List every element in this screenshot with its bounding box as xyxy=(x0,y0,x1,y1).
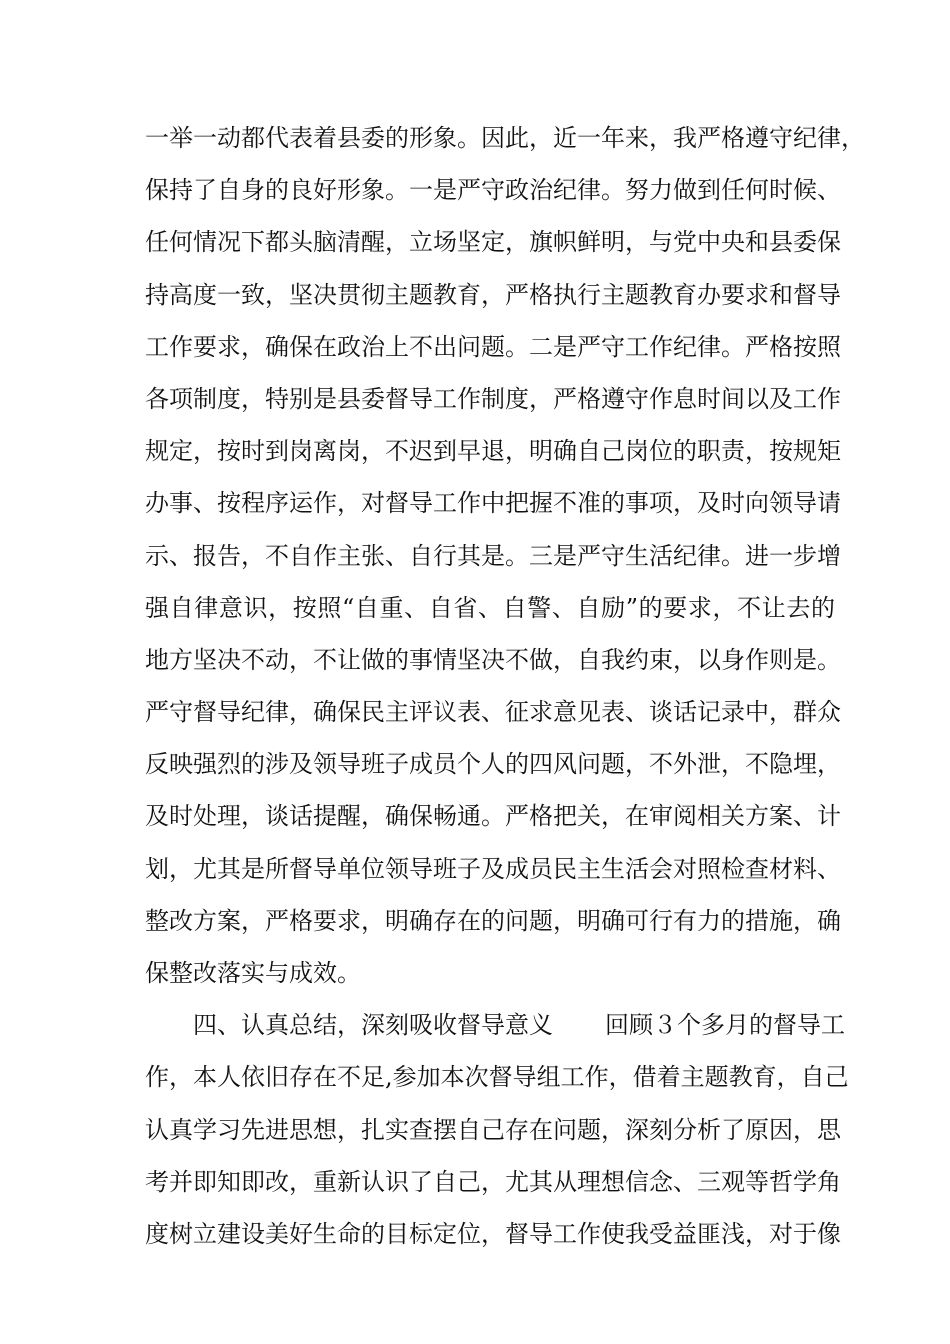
text-line: 认真学习先进思想，扎实查摆自己存在问题，深刻分析了原因，思 xyxy=(145,1115,841,1144)
text-line: 反映强烈的涉及领导班子成员个人的四风问题，不外泄，不隐埋， xyxy=(145,750,841,779)
text-line: 强自律意识，按照“自重、自省、自警、自励”的要求，不让去的 xyxy=(145,593,835,622)
section-first-line-text: 回顾３个多月的督导工 xyxy=(605,1011,845,1040)
text-line: 作，本人依旧存在不足,参加本次督导组工作，借着主题教育，自己 xyxy=(145,1063,849,1092)
text-line: 整改方案，严格要求，明确存在的问题，明确可行有力的措施，确 xyxy=(145,906,841,935)
text-line: 一举一动都代表着县委的形象。因此，近一年来，我严格遵守纪律， xyxy=(145,124,865,152)
text-line: 及时处理，谈话提醒，确保畅通。严格把关，在审阅相关方案、计 xyxy=(145,802,841,831)
text-line: 划，尤其是所督导单位领导班子及成员民主生活会对照检查材料、 xyxy=(145,854,841,883)
text-line: 规定，按时到岗离岗，不迟到早退，明确自己岗位的职责，按规矩 xyxy=(145,437,841,466)
text-line: 任何情况下都头脑清醒，立场坚定，旗帜鲜明，与党中央和县委保 xyxy=(145,228,841,257)
section-heading: 四、认真总结，深刻吸收督导意义 xyxy=(193,1011,553,1040)
text-line: 保持了自身的良好形象。一是严守政治纪律。努力做到任何时候、 xyxy=(145,176,841,205)
section-heading-line xyxy=(145,999,845,1051)
text-line: 保整改落实与成效。 xyxy=(145,959,361,987)
text-line: 各项制度，特别是县委督导工作制度，严格遵守作息时间以及工作 xyxy=(145,384,841,413)
paragraph-summary xyxy=(145,999,849,1260)
paragraph-discipline xyxy=(145,112,865,999)
text-line: 办事、按程序运作，对督导工作中把握不准的事项，及时向领导请 xyxy=(145,489,841,518)
text-line: 度树立建设美好生命的目标定位，督导工作使我受益匪浅，对于像 xyxy=(145,1219,841,1248)
document-body xyxy=(145,112,865,1260)
text-line: 考并即知即改，重新认识了自己，尤其从理想信念、三观等哲学角 xyxy=(145,1167,841,1196)
text-line: 严守督导纪律，确保民主评议表、征求意见表、谈话记录中，群众 xyxy=(145,698,841,727)
text-line: 持高度一致，坚决贯彻主题教育，严格执行主题教育办要求和督导 xyxy=(145,280,841,309)
text-line: 地方坚决不动，不让做的事情坚决不做，自我约束，以身作则是。 xyxy=(145,645,841,674)
text-line: 示、报告，不自作主张、自行其是。三是严守生活纪律。进一步增 xyxy=(145,541,841,570)
text-line: 工作要求，确保在政治上不出问题。二是严守工作纪律。严格按照 xyxy=(145,332,841,361)
